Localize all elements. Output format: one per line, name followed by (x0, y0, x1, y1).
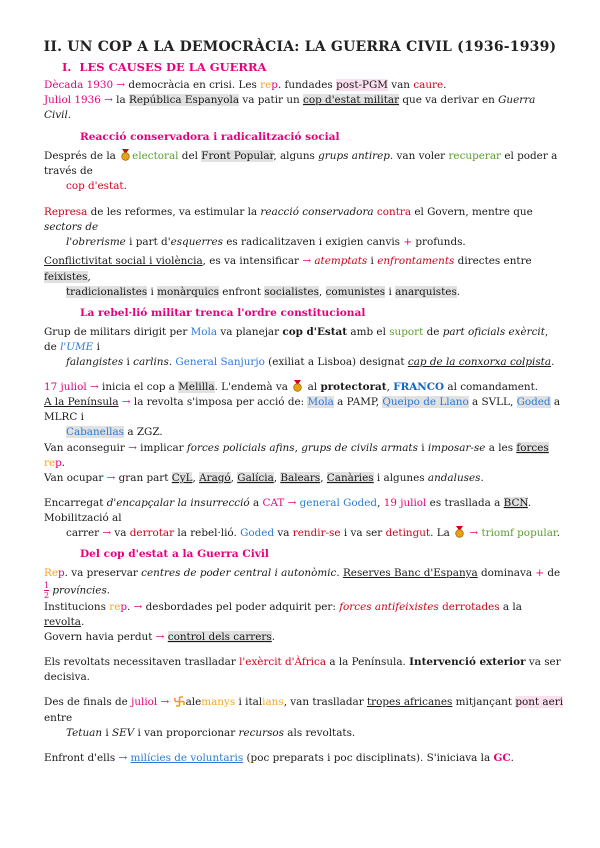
swastika-icon (174, 696, 185, 708)
intro-line-1: Dècada 1930 → democràcia en crisi. Les rep. fundades post-PGM van caure. (44, 79, 447, 91)
sub1-paragraph-3-cont: tradicionalistes i monàrquics enfront socialistes, comunistes i anarquistes. (66, 285, 461, 298)
sub2-paragraph-4: Van aconseguir → implicar forces policials afins, grups de civils armats i imposar-se a les forces rep. (44, 441, 549, 469)
medal-icon (454, 526, 465, 538)
sub1-paragraph-1: Després de la electoral del Front Popular, alguns grups antirep. van voler recuperar el poder a través de (44, 150, 558, 178)
sub1-paragraph-1-cont: cop d'estat. (66, 180, 127, 193)
sub2-paragraph-3-cont: Cabanellas a ZGZ. (66, 426, 163, 439)
intro-block (44, 78, 564, 123)
subheading-cop-guerra: Del cop d'estat a la Guerra Civil (80, 548, 269, 560)
sub1-paragraph-2: Represa de les reformes, va estimular la reacció conservadora contra el Govern, mentre que sectors de (44, 206, 533, 234)
section-heading (62, 59, 266, 76)
sub2-paragraph-5: Van ocupar → gran part CyL, Aragó, Galícia, Balears, Canàries i algunes andaluses. (44, 471, 484, 484)
sub1-paragraph-3: Conflictivitat social i violència, es va intensificar → atemptats i enfrontaments directes entre feixistes, (44, 255, 532, 283)
sub1-block (44, 149, 564, 300)
intro-line-2: Juliol 1936 → la República Espanyola va patir un cop d'estat militar que va derivar en Guerra Civil. (44, 94, 536, 122)
sub3-paragraph-5: Des de finals de juliol → alemanys i italians, van traslladar tropes africanes mitjançant pont aeri entre (44, 696, 564, 724)
sub3-paragraph-6: Enfront d'ells → milícies de voluntaris (poc preparats i poc disciplinats). S'iniciava la GC. (44, 751, 514, 764)
sub2-paragraph-3: A la Península → la revolta s'imposa per acció de: Mola a PAMP, Queipo de Llano a SVLL, Goded a MLRC i (44, 396, 561, 424)
sub2-paragraph-1: Grup de militars dirigit per Mola va planejar cop d'Estat amb el suport de part oficials exèrcit, de l'UME i (44, 326, 549, 354)
fraction-one-half: $\frac{1}{2}$ (44, 581, 50, 601)
sub2-paragraph-1-cont: falangistes i carlins. General Sanjurjo (exiliat a Lisboa) designat cap de la conxorxa colpista. (66, 356, 555, 369)
sub2-paragraph-2: 17 juliol → inicia el cop a Melilla. L'endemà va al protectorat, FRANCO al comandament. (44, 381, 539, 394)
sub3-paragraph-2: Institucions rep. → desbordades pel poder adquirit per: forces antifeixistes derrotades a la revolta. (44, 601, 522, 629)
sub3-paragraph-4: Els revoltats necessitaven traslladar l'exèrcit d'Àfrica a la Península. Intervenció exterior va ser decisiva. (44, 656, 561, 684)
subheading-reaccio: Reacció conservadora i radicalització social (80, 131, 340, 143)
section-label: LES CAUSES DE LA GUERRA (79, 60, 267, 74)
sub3-paragraph-5-cont: Tetuan i SEV i van proporcionar recursos als revoltats. (66, 726, 356, 739)
section-number: I. (62, 60, 72, 74)
sub3-paragraph-3: Govern havia perdut → control dels carrers. (44, 631, 276, 644)
sub3-block (44, 566, 564, 766)
medal-icon (292, 380, 303, 392)
sub2-block (44, 325, 564, 541)
page-title: II. UN COP A LA DEMOCRÀCIA: LA GUERRA CIVIL (1936-1939) (43, 39, 557, 55)
sub3-paragraph-1: Rep. va preservar centres de poder central i autonòmic. Reserves Banc d'Espanya dominava + de $\frac{1}{2}$ províncies. (44, 567, 561, 601)
sub2-paragraph-6: Encarregat d'encapçalar la insurrecció a CAT → general Goded, 19 juliol es trasllada a BCN. Mobilització al (44, 496, 532, 524)
sub1-paragraph-2-cont: l'obrerisme i part d'esquerres es radicalitzaven i exigien canvis + profunds. (66, 236, 466, 249)
medal-icon (120, 149, 131, 161)
sub2-paragraph-6-cont: carrer → va derrotar la rebel·lió. Goded va rendir-se i va ser detingut. La → triomf popular. (66, 526, 561, 539)
subheading-rebellio: La rebel·lió militar trenca l'ordre constitucional (80, 307, 366, 319)
